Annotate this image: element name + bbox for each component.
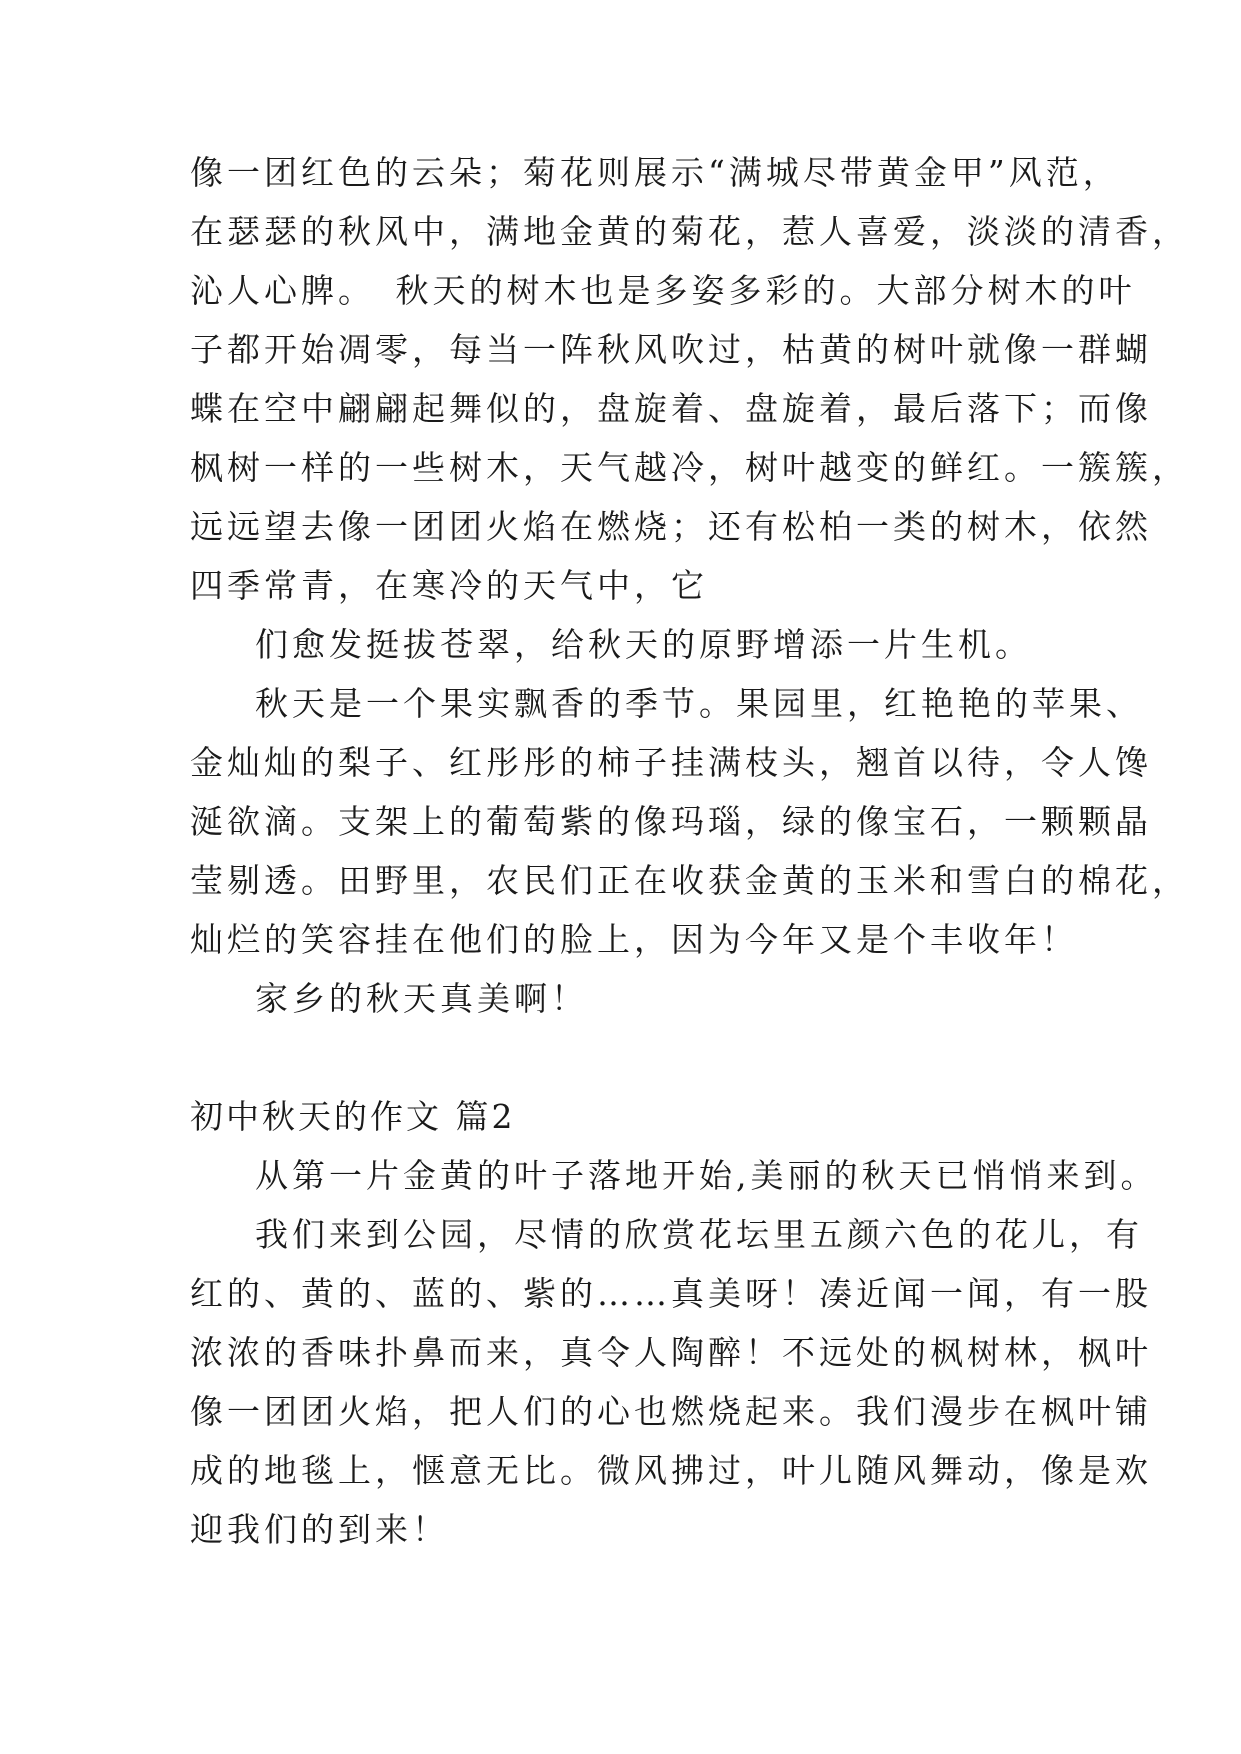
text-line: 浓浓的香味扑鼻而来，真令人陶醉！不远处的枫树林，枫叶 bbox=[190, 1333, 1152, 1372]
text-line: 迎我们的到来！ bbox=[190, 1510, 449, 1549]
text-line: 子都开始凋零，每当一阵秋风吹过，枯黄的树叶就像一群蝴 bbox=[190, 330, 1152, 369]
text-line: 红的、黄的、蓝的、紫的……真美呀！凑近闻一闻，有一股 bbox=[190, 1274, 1152, 1313]
text-line: 像一团红色的云朵；菊花则展示“满城尽带黄金甲”风范， bbox=[190, 153, 1120, 192]
text-line: 金灿灿的梨子、红彤彤的柿子挂满枝头，翘首以待，令人馋 bbox=[190, 743, 1152, 782]
text-line: 远远望去像一团团火焰在燃烧；还有松柏一类的树木，依然 bbox=[190, 507, 1152, 546]
text-line: 们愈发挺拔苍翠，给秋天的原野增添一片生机。 bbox=[255, 625, 1032, 664]
paragraph-first-line: 秋天是一个果实飘香的季节。果园里，红艳艳的苹果、 bbox=[255, 684, 1143, 723]
text-line: 蝶在空中翩翩起舞似的，盘旋着、盘旋着，最后落下；而像 bbox=[190, 389, 1152, 428]
paragraph-first-line: 从第一片金黄的叶子落地开始,美丽的秋天已悄悄来到。 bbox=[255, 1156, 1158, 1195]
text-line: 像一团团火焰，把人们的心也燃烧起来。我们漫步在枫叶铺 bbox=[190, 1392, 1152, 1431]
text-line: 沁人心脾。 秋天的树木也是多姿多彩的。大部分树木的叶 bbox=[190, 271, 1136, 310]
text-line: 成的地毯上，惬意无比。微风拂过，叶儿随风舞动，像是欢 bbox=[190, 1451, 1152, 1490]
text-line: 灿烂的笑容挂在他们的脸上，因为今年又是个丰收年！ bbox=[190, 920, 1078, 959]
text-line: 莹剔透。田野里，农民们正在收获金黄的玉米和雪白的棉花， bbox=[190, 861, 1189, 900]
paragraph-first-line: 家乡的秋天真美啊！ bbox=[255, 979, 588, 1018]
text-line: 在瑟瑟的秋风中，满地金黄的菊花，惹人喜爱，淡淡的清香， bbox=[190, 212, 1189, 251]
text-line: 涎欲滴。支架上的葡萄紫的像玛瑙，绿的像宝石，一颗颗晶 bbox=[190, 802, 1152, 841]
text-line: 四季常青，在寒冷的天气中，它 bbox=[190, 566, 708, 605]
paragraph-first-line: 我们来到公园，尽情的欣赏花坛里五颜六色的花儿，有 bbox=[255, 1215, 1143, 1254]
section-heading: 初中秋天的作文 篇2 bbox=[190, 1097, 516, 1136]
text-line: 枫树一样的一些树木，天气越冷，树叶越变的鲜红。一簇簇， bbox=[190, 448, 1189, 487]
